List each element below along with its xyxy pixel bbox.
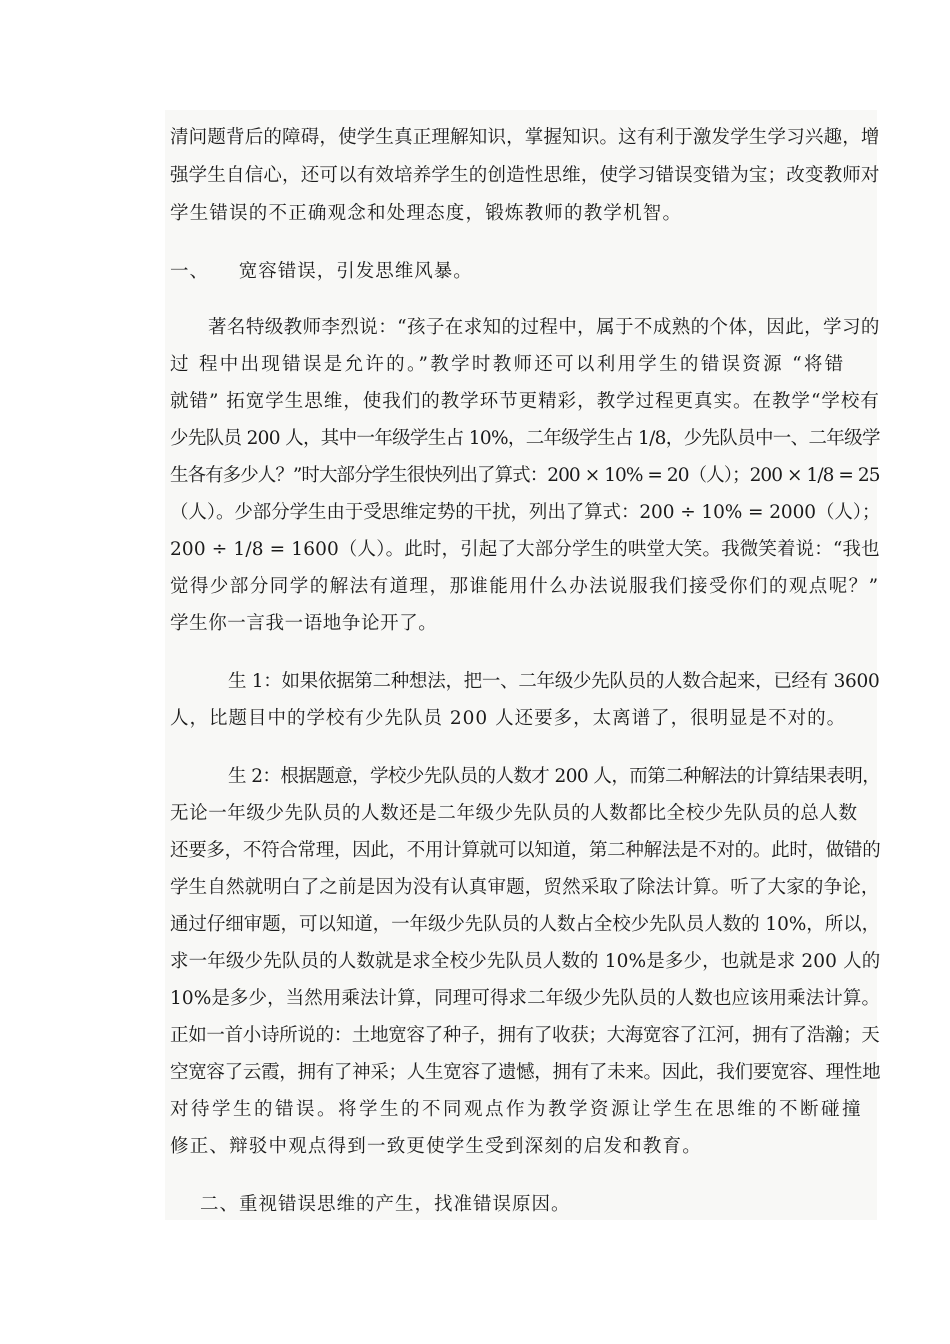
paragraph-line: 学生自然就明白了之前是因为没有认真审题，贸然采取了除法计算。听了大家的争论， [170, 877, 880, 898]
paragraph-line: 著名特级教师李烈说：“孩子在求知的过程中，属于不成熟的个体，因此，学习的 [208, 317, 880, 338]
paragraph-line: 还要多，不符合常理，因此，不用计算就可以知道，第二种解法是不对的。此时，做错的 [170, 840, 881, 861]
paragraph-line: 生 1：如果依据第二种想法，把一、二年级少先队员的人数合起来，已经有 3600 [228, 671, 880, 692]
section-heading: 一、 宽容错误，引发思维风暴。 [170, 261, 473, 282]
section-heading: 二、重视错误思维的产生，找准错误原因。 [200, 1194, 571, 1215]
paragraph-line: 觉得少部分同学的解法有道理，那谁能用什么办法说服我们接受你们的观点呢？” [170, 576, 880, 597]
paragraph-line: 修正、辩驳中观点得到一致更使学生受到深刻的启发和教育。 [170, 1136, 702, 1157]
paragraph-line: 就错” 拓宽学生思维，使我们的教学环节更精彩，教学过程更真实。在教学“学校有 [170, 391, 880, 412]
paragraph-line: 生各有多少人？”时大部分学生很快列出了算式：200 × 10% = 20（人）；200 × 1/8 = 25 [170, 465, 880, 486]
paragraph-line: 求一年级少先队员的人数就是求全校少先队员人数的 10%是多少，也就是求 200 人的 [170, 951, 881, 972]
paragraph-line: 少先队员 200 人，其中一年级学生占 10%，二年级学生占 1/8，少先队员中一、二年级学 [170, 428, 880, 449]
paragraph-line: 对待学生的错误。将学生的不同观点作为教学资源让学生在思维的不断碰撞 [170, 1099, 864, 1120]
intro-line: 强学生自信心，还可以有效培养学生的创造性思维，使学习错误变错为宝；改变教师对 [170, 165, 880, 186]
intro-line: 学生错误的不正确观念和处理态度，锻炼教师的教学机智。 [170, 203, 683, 224]
paragraph-line: 学生你一言我一语地争论开了。 [170, 613, 438, 634]
paragraph-line: 通过仔细审题，可以知道，一年级少先队员的人数占全校少先队员人数的 10%，所以， [170, 914, 881, 935]
paragraph-line: 人，比题目中的学校有少先队员 200 人还要多，太离谱了，很明显是不对的。 [170, 708, 847, 729]
paragraph-line: 过 程中出现错误是允许的。”教学时教师还可以利用学生的错误资源 “将错 [170, 354, 846, 375]
paragraph-line: 200 ÷ 1/8 = 1600（人）。此时，引起了大部分学生的哄堂大笑。我微笑着说：“我也 [170, 539, 880, 560]
intro-line: 清问题背后的障碍，使学生真正理解知识，掌握知识。这有利于激发学生学习兴趣，增 [170, 127, 880, 148]
paragraph-line: 正如一首小诗所说的：土地宽容了种子，拥有了收获；大海宽容了江河，拥有了浩瀚；天 [170, 1025, 880, 1046]
paragraph-line: 空宽容了云霞，拥有了神采；人生宽容了遗憾，拥有了未来。因此，我们要宽容、理性地 [170, 1062, 881, 1083]
paragraph-line: （人）。少部分学生由于受思维定势的干扰，列出了算式：200 ÷ 10% = 2000（人）； [170, 502, 881, 523]
paragraph-line: 生 2：根据题意，学校少先队员的人数才 200 人，而第二种解法的计算结果表明， [228, 766, 881, 787]
paragraph-line: 10%是多少，当然用乘法计算，同理可得求二年级少先队员的人数也应该用乘法计算。 [170, 988, 881, 1009]
paragraph-line: 无论一年级少先队员的人数还是二年级少先队员的人数都比全校少先队员的总人数 [170, 803, 858, 824]
